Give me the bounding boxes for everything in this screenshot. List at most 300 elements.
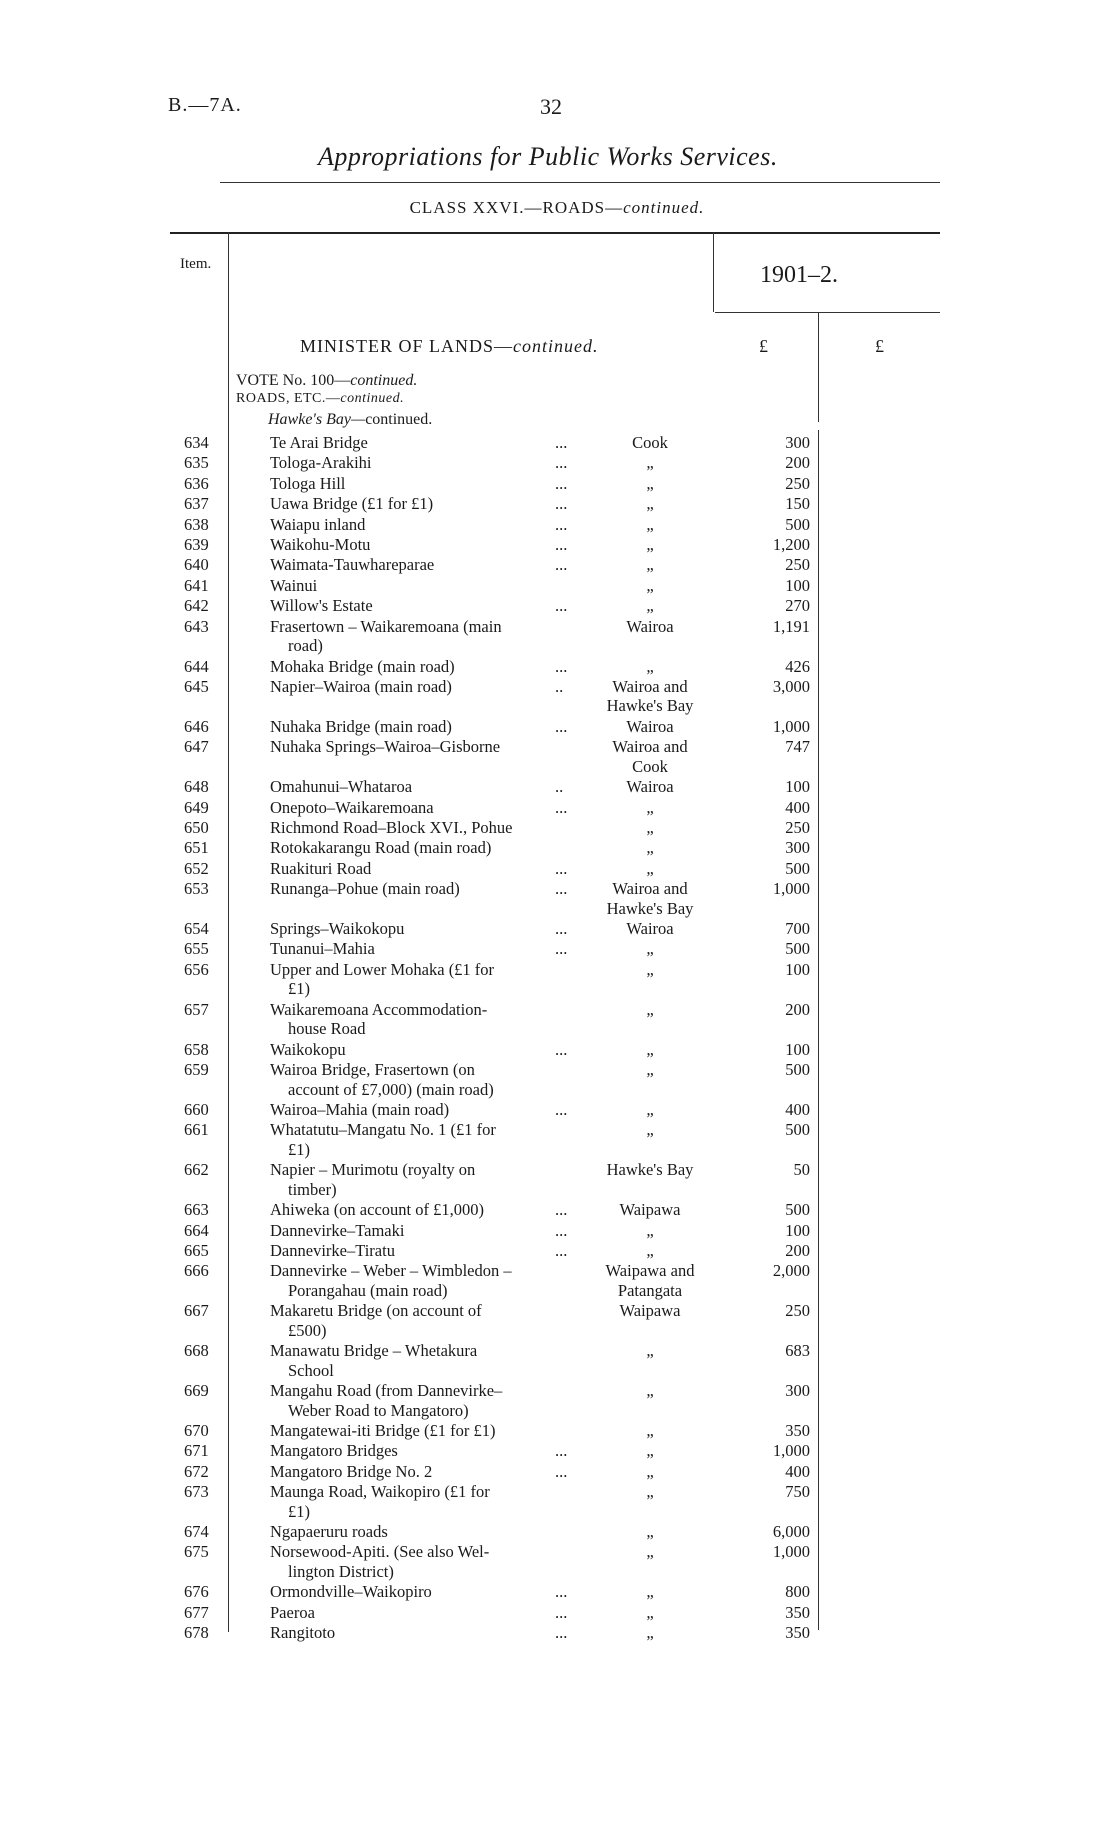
district-subheading	[268, 411, 432, 429]
leader-dots: ...	[555, 453, 568, 473]
electorate-line: „	[646, 494, 654, 514]
amount: 100	[785, 1039, 810, 1059]
item-description-line: Rangitoto	[270, 1623, 336, 1643]
item-description	[270, 1341, 574, 1380]
electorate-line: „	[646, 1420, 654, 1440]
electorate	[588, 474, 712, 494]
amount: 500	[785, 858, 810, 878]
table-row	[0, 433, 1114, 453]
amount: 750	[785, 1482, 810, 1502]
item-description	[270, 474, 574, 494]
electorate	[588, 1000, 712, 1020]
electorate-line: „	[646, 1623, 654, 1643]
item-description-line: Makaretu Bridge (on account of	[270, 1301, 482, 1321]
electorate	[588, 1482, 712, 1502]
roads-subheading	[236, 391, 404, 407]
item-number: 642	[184, 596, 209, 616]
electorate	[588, 596, 712, 616]
item-description-line: Porangahau (main road)	[288, 1280, 448, 1300]
table-row	[0, 1301, 1114, 1340]
item-number: 651	[184, 838, 209, 858]
leader-dots: ...	[555, 1099, 568, 1119]
leader-dots: ...	[555, 596, 568, 616]
leader-dots: ...	[555, 1582, 568, 1602]
table-row	[0, 1441, 1114, 1461]
item-description	[270, 717, 574, 737]
page-number: 32	[540, 94, 562, 119]
electorate-line: „	[646, 453, 654, 473]
leader-dots: ...	[555, 1200, 568, 1220]
electorate	[588, 494, 712, 514]
electorate	[588, 1241, 712, 1261]
item-description-line: Wainui	[270, 575, 318, 595]
electorate-line: „	[646, 838, 654, 858]
item-description	[270, 1040, 574, 1060]
electorate-line: „	[646, 1602, 654, 1622]
table-row	[0, 1200, 1114, 1220]
item-description	[270, 1000, 574, 1039]
amount: 350	[785, 1420, 810, 1440]
amount: 200	[785, 999, 810, 1019]
amount: 700	[785, 919, 810, 938]
amount: 500	[785, 939, 810, 959]
document-reference: B.—7A.	[168, 94, 242, 116]
item-description-line: Nuhaka Bridge (main road)	[270, 716, 452, 736]
item-description-line: Ruakituri Road	[270, 858, 372, 878]
amount: 100	[785, 777, 810, 797]
electorate-line: „	[646, 797, 654, 817]
item-description	[270, 1200, 574, 1220]
table-row	[0, 596, 1114, 616]
leader-dots: ...	[555, 1240, 568, 1260]
item-description	[270, 1582, 574, 1602]
item-number: 654	[184, 919, 209, 938]
electorate	[588, 1441, 712, 1461]
leader-dots: ...	[555, 473, 568, 493]
electorate	[588, 1421, 712, 1441]
electorate-line: Wairoa	[626, 777, 674, 797]
table-row	[0, 1040, 1114, 1060]
item-number: 677	[184, 1602, 209, 1622]
item-description	[270, 494, 574, 514]
table-row	[0, 1261, 1114, 1300]
table-row	[0, 798, 1114, 818]
item-description-line: Upper and Lower Mohaka (£1 for	[270, 959, 495, 979]
table-row	[0, 737, 1114, 776]
electorate-line: „	[646, 999, 654, 1019]
item-number: 663	[184, 1200, 209, 1220]
electorate	[588, 1120, 712, 1140]
leader-dots: ...	[555, 514, 568, 534]
electorate-line: „	[646, 1542, 654, 1562]
leader-dots: ...	[555, 1220, 568, 1240]
table-row	[0, 1000, 1114, 1039]
item-description-line: Mangahu Road (from Dannevirke–	[270, 1381, 503, 1400]
item-number: 649	[184, 797, 209, 817]
electorate	[588, 1603, 712, 1623]
electorate-line: „	[646, 535, 654, 554]
item-number: 668	[184, 1341, 209, 1361]
table-row	[0, 1542, 1114, 1581]
item-description-line: Mangatewai-iti Bridge (£1 for £1)	[270, 1420, 496, 1440]
amount: 6,000	[772, 1522, 810, 1541]
item-description-line: Wairoa–Mahia (main road)	[270, 1099, 450, 1119]
item-description	[270, 453, 574, 473]
item-description-line: Waiapu inland	[270, 514, 366, 534]
amount: 300	[785, 1381, 810, 1400]
item-description	[270, 737, 574, 757]
item-description	[270, 919, 574, 939]
electorate	[588, 1582, 712, 1602]
item-description	[270, 1421, 574, 1441]
item-description	[270, 777, 574, 797]
leader-dots: ..	[555, 676, 564, 696]
electorate-line: Waipawa	[619, 1301, 681, 1321]
item-description-line: account of £7,000) (main road)	[288, 1079, 494, 1099]
electorate	[588, 515, 712, 535]
amount: 500	[785, 1120, 810, 1140]
table-row	[0, 1160, 1114, 1199]
table-row	[0, 1462, 1114, 1482]
item-description-line: Waimata-Tauwhareparae	[270, 555, 435, 575]
item-description-line: Nuhaka Springs–Wairoa–Gisborne	[270, 737, 501, 757]
leader-dots: ...	[555, 656, 568, 676]
item-number: 669	[184, 1381, 209, 1400]
item-number: 661	[184, 1120, 209, 1140]
roads-subheading-continued: continued.	[340, 391, 405, 406]
table-row	[0, 818, 1114, 838]
leader-dots: ...	[555, 939, 568, 959]
electorate	[588, 1100, 712, 1120]
amount: 800	[785, 1582, 810, 1602]
item-description-line: Tologa Hill	[270, 473, 346, 493]
item-description-line: Tunanui–Mahia	[270, 939, 375, 959]
pound-column-header: £	[759, 336, 768, 356]
item-description-line: School	[288, 1360, 334, 1380]
item-number: 665	[184, 1240, 209, 1260]
amount: 250	[785, 473, 810, 493]
item-description-line: Te Arai Bridge	[270, 433, 368, 452]
electorate	[588, 433, 712, 453]
item-number: 660	[184, 1099, 209, 1119]
amount: 1,191	[772, 616, 810, 636]
header-top-rule	[170, 232, 940, 234]
table-row	[0, 677, 1114, 716]
item-description	[270, 555, 574, 575]
electorate	[588, 617, 712, 637]
amount: 1,000	[772, 716, 810, 736]
item-number: 670	[184, 1420, 209, 1440]
table-row	[0, 474, 1114, 494]
class-heading	[0, 198, 1114, 218]
item-description-line: Dannevirke–Tamaki	[270, 1220, 405, 1240]
page-title: Appropriations for Public Works Services.	[318, 142, 778, 171]
item-description-line: Onepoto–Waikaremoana	[270, 797, 434, 817]
item-description-line: £1)	[288, 1139, 310, 1159]
amount: 100	[785, 959, 810, 979]
electorate	[588, 818, 712, 838]
year-header: 1901–2.	[760, 262, 838, 288]
item-number: 643	[184, 616, 209, 636]
electorate-line: „	[646, 1441, 654, 1461]
electorate	[588, 1261, 712, 1300]
amount: 250	[785, 1301, 810, 1321]
amount: 350	[785, 1623, 810, 1643]
electorate	[588, 879, 712, 918]
item-description-line: Rotokakarangu Road (main road)	[270, 838, 492, 858]
item-description	[270, 960, 574, 999]
electorate	[588, 919, 712, 939]
title-rule	[220, 182, 940, 183]
electorate	[588, 737, 712, 776]
table-row	[0, 1120, 1114, 1159]
electorate-line: Wairoa and	[612, 676, 688, 696]
table-row	[0, 1623, 1114, 1643]
item-number: 652	[184, 858, 209, 878]
minister-heading	[300, 336, 599, 357]
item-number: 644	[184, 656, 209, 676]
electorate-line: „	[646, 1240, 654, 1260]
electorate-line: „	[646, 939, 654, 959]
electorate	[588, 939, 712, 959]
amount: 500	[785, 514, 810, 534]
pound-total-column-header: £	[875, 336, 884, 356]
leader-dots: ...	[555, 535, 568, 554]
table-row	[0, 1421, 1114, 1441]
amount: 200	[785, 1240, 810, 1260]
amount: 2,000	[772, 1261, 810, 1281]
item-number: 645	[184, 676, 209, 696]
item-number: 672	[184, 1461, 209, 1481]
amount-column-divider-upper	[818, 312, 819, 422]
electorate	[588, 555, 712, 575]
electorate-line: Wairoa and	[612, 879, 688, 899]
amount: 426	[785, 656, 810, 676]
item-description	[270, 1623, 574, 1643]
electorate	[588, 1221, 712, 1241]
item-description-line: Dannevirke – Weber – Wimbledon –	[270, 1261, 512, 1281]
item-description-line: road)	[288, 636, 323, 656]
item-description-line: Maunga Road, Waikopiro (£1 for	[270, 1482, 490, 1502]
item-description-line: Springs–Waikokopu	[270, 919, 405, 938]
item-number: 655	[184, 939, 209, 959]
item-description-line: Ngapaeruru roads	[270, 1522, 388, 1541]
electorate-line: „	[646, 959, 654, 979]
item-description-line: £1)	[288, 979, 310, 999]
table-row	[0, 576, 1114, 596]
electorate	[588, 1542, 712, 1562]
amount: 150	[785, 494, 810, 514]
vote-heading-continued: continued.	[350, 372, 418, 389]
item-description	[270, 617, 574, 656]
table-row	[0, 838, 1114, 858]
electorate	[588, 535, 712, 555]
table-row	[0, 879, 1114, 918]
amount: 100	[785, 1220, 810, 1240]
table-row	[0, 1060, 1114, 1099]
leader-dots: ...	[555, 494, 568, 514]
table-row	[0, 1341, 1114, 1380]
electorate	[588, 576, 712, 596]
item-description	[270, 433, 574, 453]
leader-dots: ...	[555, 433, 568, 452]
table-row	[0, 617, 1114, 656]
leader-dots: ...	[555, 1441, 568, 1461]
item-number: 675	[184, 1542, 209, 1562]
minister-heading-text: MINISTER OF LANDS—	[300, 336, 514, 356]
item-number: 634	[184, 433, 209, 452]
vote-heading-text: VOTE No. 100—	[236, 372, 351, 389]
table-row	[0, 555, 1114, 575]
item-description-line: Norsewood-Apiti. (See also Wel-	[270, 1542, 490, 1562]
item-number: 667	[184, 1301, 209, 1321]
table-row	[0, 859, 1114, 879]
item-description-line: Waikaremoana Accommodation-	[270, 999, 488, 1019]
item-number: 636	[184, 473, 209, 493]
item-description-line: Wairoa Bridge, Frasertown (on	[270, 1060, 475, 1079]
item-description	[270, 677, 574, 697]
table-row	[0, 939, 1114, 959]
electorate	[588, 960, 712, 980]
amount: 50	[793, 1160, 810, 1180]
electorate	[588, 1040, 712, 1060]
item-description-line: Weber Road to Mangatoro)	[288, 1400, 469, 1420]
item-description	[270, 1522, 574, 1542]
table-row	[0, 535, 1114, 555]
amount: 300	[785, 433, 810, 452]
vote-heading	[236, 372, 417, 390]
item-number: 635	[184, 453, 209, 473]
electorate-line: Hawke's Bay	[606, 898, 694, 918]
table-row	[0, 453, 1114, 473]
amount: 250	[785, 817, 810, 837]
item-description	[270, 596, 574, 616]
item-description-line: Whatatutu–Mangatu No. 1 (£1 for	[270, 1120, 496, 1140]
electorate-line: „	[646, 596, 654, 616]
table-row	[0, 657, 1114, 677]
item-description	[270, 838, 574, 858]
amount: 300	[785, 838, 810, 858]
item-description	[270, 1542, 574, 1581]
electorate	[588, 859, 712, 879]
table-row	[0, 1522, 1114, 1542]
item-description	[270, 1301, 574, 1340]
item-number: 659	[184, 1060, 209, 1079]
electorate	[588, 677, 712, 716]
item-description-line: Mohaka Bridge (main road)	[270, 656, 455, 676]
table-row	[0, 1603, 1114, 1623]
item-description	[270, 1261, 574, 1300]
item-description-line: Richmond Road–Block XVI., Pohue	[270, 817, 513, 837]
electorate-line: „	[646, 1381, 654, 1400]
amount: 1,000	[772, 879, 810, 899]
leader-dots: ...	[555, 716, 568, 736]
electorate-line: „	[646, 1039, 654, 1059]
table-row	[0, 1381, 1114, 1420]
electorate	[588, 717, 712, 737]
item-number: 676	[184, 1582, 209, 1602]
class-heading-text: CLASS XXVI.—ROADS—	[409, 198, 624, 217]
electorate	[588, 1522, 712, 1542]
electorate-line: „	[646, 1099, 654, 1119]
electorate-line: Wairoa	[626, 716, 674, 736]
leader-dots: ...	[555, 858, 568, 878]
district-subheading-text: Hawke's Bay—	[268, 411, 366, 428]
electorate-line: „	[646, 555, 654, 575]
amount: 1,000	[772, 1441, 810, 1461]
item-description-line: Ahiweka (on account of £1,000)	[270, 1200, 484, 1220]
amount: 200	[785, 453, 810, 473]
electorate-line: „	[646, 817, 654, 837]
item-description	[270, 657, 574, 677]
roads-subheading-text: ROADS, ETC.—	[236, 391, 341, 406]
item-description-line: Runanga–Pohue (main road)	[270, 879, 460, 899]
item-number: 648	[184, 777, 209, 797]
leader-dots: ...	[555, 1623, 568, 1643]
item-number: 671	[184, 1441, 209, 1461]
item-description-line: house Road	[288, 1019, 366, 1039]
table-row	[0, 777, 1114, 797]
item-description	[270, 535, 574, 555]
amount: 400	[785, 1099, 810, 1119]
electorate-line: „	[646, 575, 654, 595]
item-description-line: Uawa Bridge (£1 for £1)	[270, 494, 434, 514]
item-description	[270, 1462, 574, 1482]
table-row	[0, 960, 1114, 999]
electorate-line: Waipawa	[619, 1200, 681, 1220]
electorate-line: „	[646, 473, 654, 493]
electorate	[588, 657, 712, 677]
item-number: 637	[184, 494, 209, 514]
electorate	[588, 798, 712, 818]
amount: 3,000	[772, 676, 810, 696]
item-description	[270, 1441, 574, 1461]
leader-dots: ...	[555, 555, 568, 575]
electorate-line: Patangata	[617, 1280, 683, 1300]
item-description	[270, 1160, 574, 1199]
leader-dots: ...	[555, 1039, 568, 1059]
item-description	[270, 1120, 574, 1159]
item-description-line: Willow's Estate	[270, 596, 373, 616]
item-description	[270, 515, 574, 535]
amount: 683	[785, 1341, 810, 1361]
item-description-line: Napier–Wairoa (main road)	[270, 676, 452, 696]
item-description-line: Dannevirke–Tiratu	[270, 1240, 395, 1260]
item-description-line: Frasertown – Waikaremoana (main	[270, 616, 502, 636]
amount: 250	[785, 555, 810, 575]
table-row	[0, 717, 1114, 737]
electorate	[588, 1623, 712, 1643]
item-description-line: Manawatu Bridge – Whetakura	[270, 1341, 478, 1361]
year-underline	[715, 312, 940, 313]
table-row	[0, 1100, 1114, 1120]
item-description-line: £500)	[288, 1320, 327, 1340]
item-description	[270, 1100, 574, 1120]
electorate	[588, 777, 712, 797]
item-description	[270, 798, 574, 818]
electorate-line: Hawke's Bay	[606, 1160, 694, 1180]
item-number: 664	[184, 1220, 209, 1240]
leader-dots: ..	[555, 777, 564, 797]
item-description	[270, 879, 574, 899]
electorate-line: Waipawa and	[605, 1261, 695, 1281]
item-description-line: lington District)	[288, 1561, 394, 1581]
item-description-line: Waikokopu	[270, 1039, 346, 1059]
item-number: 673	[184, 1482, 209, 1502]
electorate	[588, 1160, 712, 1180]
leader-dots: ...	[555, 1461, 568, 1481]
item-description	[270, 1381, 574, 1420]
